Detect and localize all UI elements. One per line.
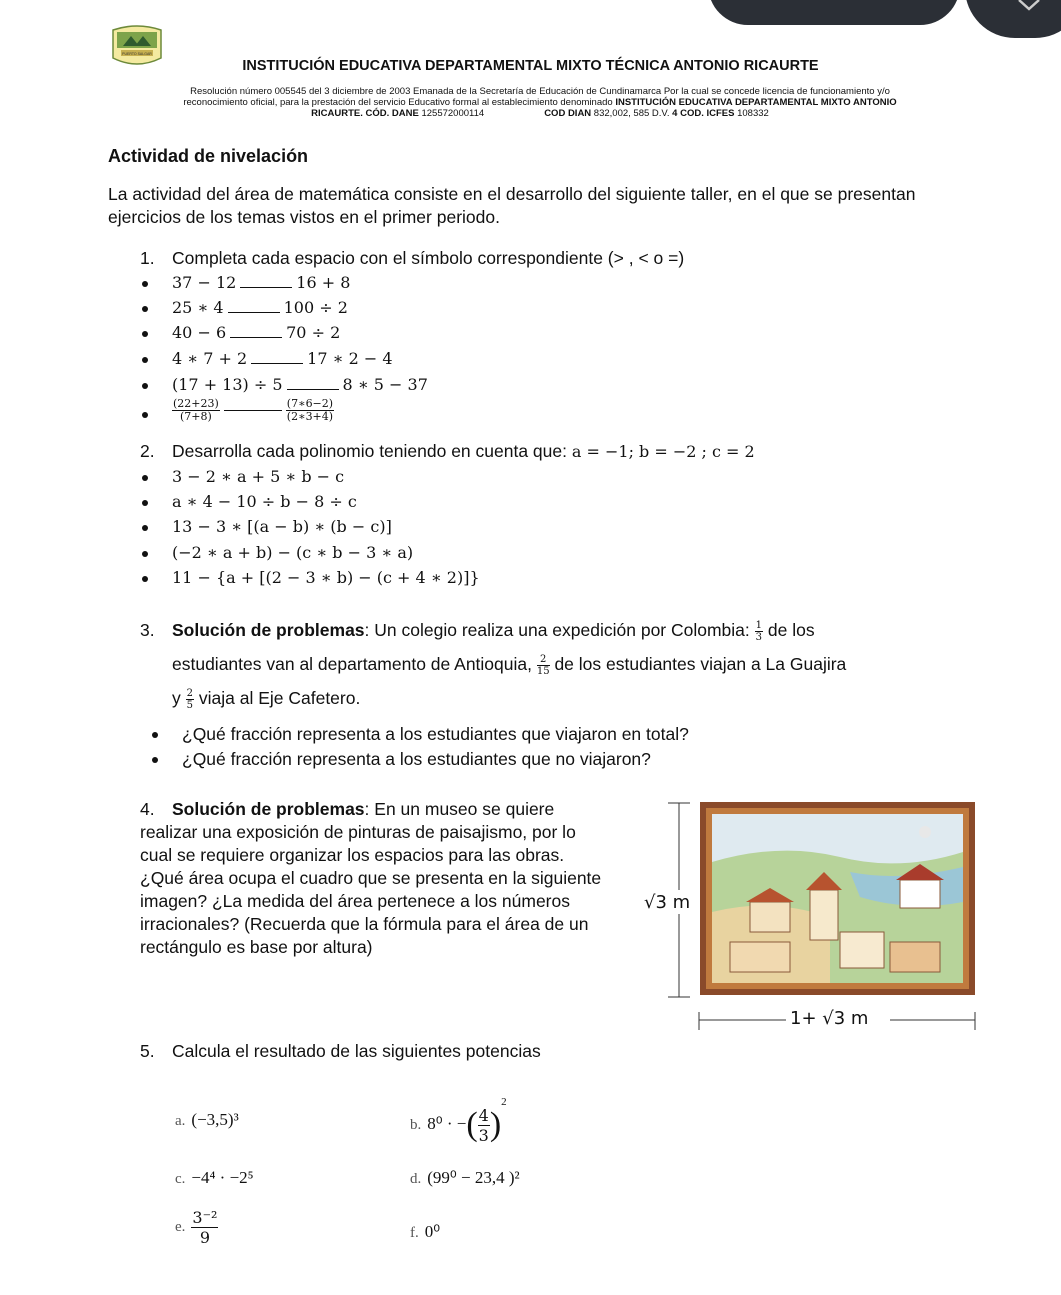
- power-item-d: d. (99⁰ − 23,4 )²: [410, 1168, 520, 1187]
- power-item-c: c. −4⁴ · −2⁵: [175, 1168, 254, 1187]
- question-1: 1. Completa cada espacio con el símbolo correspondiente (> , < o =): [140, 248, 685, 268]
- resolution-text: Resolución número 005545 del 3 diciembre de 2003 Emanada de la Secretaría de Educación de Cundinamarca Por la cual se concede licencia de funcionamiento y/o reconocimiento oficial, para la prestación del servicio Educativo formal al establecimiento denominado INSTITUCIÓN EDUCATIVA DEPARTAMENTAL MIXTO ANTONIO RICAURTE. CÓD. DANE 125572000114 COD DIAN 832,002, 585 D.V. 4 COD. ICFES 108332: [183, 86, 897, 119]
- landscape-painting-image: [700, 802, 975, 995]
- question-2: 2. Desarrolla cada polinomio teniendo en cuenta que: a = −1; b = −2 ; c = 2: [140, 441, 755, 461]
- question-4: 4. Solución de problemas: En un museo se quiere realizar una exposición de pinturas de paisajismo, por lo cual se requiere organizar los espacios para las obras. ¿Qué área ocupa el cuadro que se presenta en la siguiente imagen? ¿La medida del área pertenece a los números irracionales? (Recuerda que la fórmula para el área de un rectángulo es base por altura): [140, 799, 602, 957]
- height-label: √3 m: [644, 892, 691, 913]
- activity-title: Actividad de nivelación: [108, 146, 309, 166]
- power-item-a: a. (−3,5)³: [175, 1110, 239, 1129]
- question-5: 5. Calcula el resultado de las siguientes potencias: [140, 1041, 541, 1061]
- question-3: 3. Solución de problemas: Un colegio realiza una expedición por Colombia: $\frac{1}{3}$ de los: [140, 620, 815, 643]
- svg-text:PUERTO SALGAR: PUERTO SALGAR: [122, 52, 152, 56]
- top-dark-circle[interactable]: [965, 0, 1061, 38]
- question-3-line2: estudiantes van al departamento de Antioquia, $\frac{2}{15}$ de los estudiantes viajan a La Guajira: [172, 654, 847, 677]
- power-item-e: e. $\frac{\text{3⁻²}}{9}$: [175, 1208, 218, 1247]
- width-label: 1+ √3 m: [790, 1008, 869, 1029]
- question-3-line3: y $\frac{2}{5}$ viaja al Eje Cafetero.: [172, 688, 361, 711]
- power-item-b: b. 8⁰ · −( $\frac{4}{3}$ )$^2$: [410, 1096, 507, 1145]
- power-item-f: f. 0⁰: [410, 1222, 441, 1241]
- top-dark-shape: [708, 0, 960, 25]
- activity-intro: La actividad del área de matemática consiste en el desarrollo del siguiente taller, en el que se presentan ejercicios de los temas vistos en el primer periodo.: [108, 184, 916, 227]
- institution-title: INSTITUCIÓN EDUCATIVA DEPARTAMENTAL MIXTO TÉCNICA ANTONIO RICAURTE: [242, 58, 819, 74]
- chevron-down-icon: [1017, 0, 1041, 12]
